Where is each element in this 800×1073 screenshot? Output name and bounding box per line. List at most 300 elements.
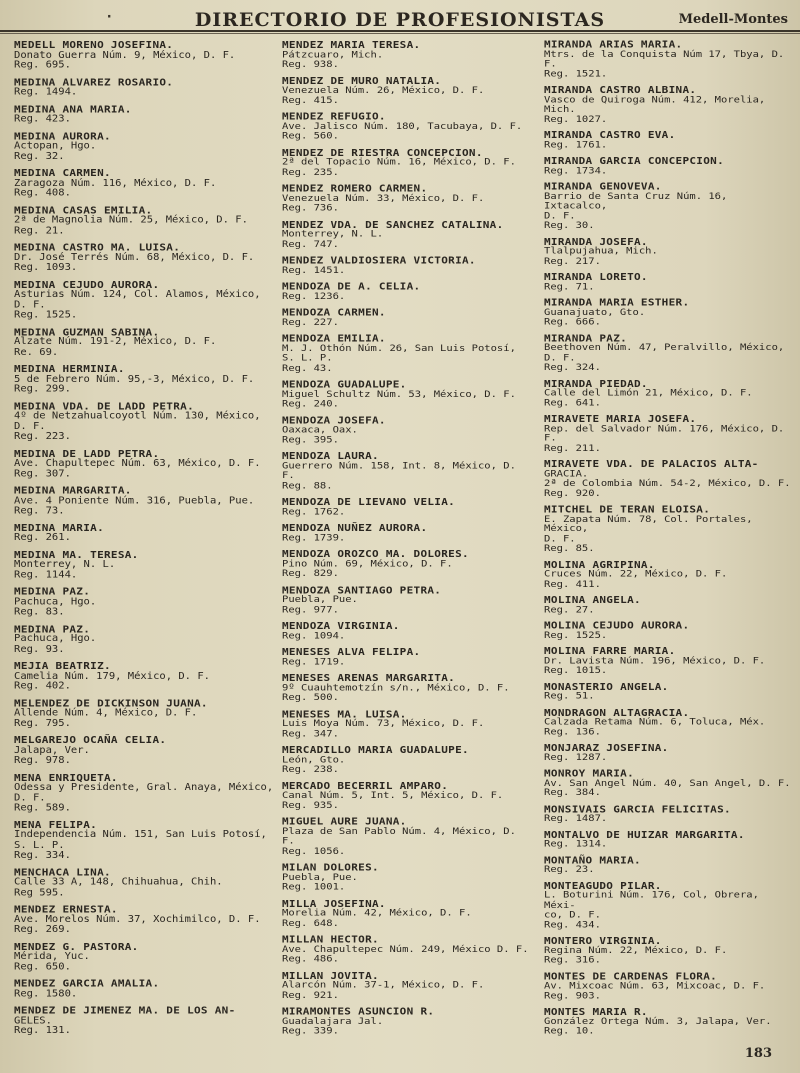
- entry-address: Jalapa, Ver.: [14, 744, 90, 756]
- directory-entry: [14, 820, 276, 861]
- entry-name: MOLINA AGRIPINA.: [544, 558, 655, 571]
- entry-address: 2ª del Topacio Núm. 16, México, D. F.: [282, 156, 516, 168]
- directory-entry: [14, 661, 276, 692]
- entry-name: MONTAÑO MARIA.: [544, 854, 641, 866]
- entry-name: MENDOZA GUADALUPE.: [282, 378, 407, 390]
- entry-registration: Reg. 695.: [14, 59, 71, 71]
- entry-registration: Reg. 560.: [282, 130, 339, 142]
- entry-registration: Reg. 238.: [282, 764, 339, 775]
- entry-address: Donato Guerra Núm. 9, México, D. F.: [14, 49, 236, 61]
- entry-name: MENDEZ GARCIA AMALIA.: [14, 977, 160, 990]
- entry-address: Plaza de San Pablo Núm. 4, México, D. F.: [282, 825, 523, 847]
- entry-address: Venezuela Núm. 33, México, D. F.: [282, 192, 485, 204]
- entry-registration: Reg. 648.: [282, 917, 339, 929]
- entry-name: MIRANDA ARIAS MARIA.: [544, 39, 683, 51]
- entry-name: MENESES ARENAS MARGARITA.: [282, 672, 456, 684]
- entry-address: Monterrey, N. L.: [14, 558, 116, 570]
- entry-address: Independencia Núm. 151, San Luis Potosí,: [14, 829, 267, 840]
- directory-entry: [282, 647, 534, 667]
- column-1: [14, 40, 276, 1043]
- entry-address: Luis Moya Núm. 73, México, D. F.: [282, 718, 485, 729]
- directory-entry: [282, 523, 534, 543]
- directory-entry: [14, 131, 276, 162]
- entry-registration: Reg. 347.: [282, 728, 339, 739]
- entry-name: MONTERO VIRGINIA.: [544, 935, 662, 947]
- entry-name: MIRANDA CASTRO EVA.: [544, 129, 676, 141]
- entry-name: MENDEZ G. PASTORA.: [14, 940, 139, 953]
- directory-entry: [544, 333, 794, 372]
- entry-registration: Reg. 935.: [282, 800, 339, 811]
- entry-registration: Reg. 500.: [282, 692, 339, 703]
- entry-name: MENDOZA JOSEFA.: [282, 414, 386, 426]
- entry-address: Pachuca, Hgo.: [14, 633, 97, 644]
- entry-registration: Reg. 1487.: [544, 813, 608, 824]
- entry-name: MENA FELIPA.: [14, 818, 98, 831]
- entry-address: Mérida, Yuc.: [14, 950, 90, 962]
- entry-address: M. J. Othón Núm. 26, San Luis Potosí,: [282, 342, 516, 354]
- entry-registration: Reg. 1015.: [544, 665, 608, 676]
- entry-name: MIRAMONTES ASUNCION R.: [282, 1005, 435, 1017]
- entry-address: GELES.: [14, 1014, 52, 1026]
- directory-entry: [14, 205, 276, 236]
- entry-name: MEDINA DE LADD PETRA.: [14, 447, 160, 460]
- directory-entry: [282, 899, 534, 929]
- entry-registration: Reg. 1093.: [14, 261, 78, 273]
- entry-name: MONTES MARIA R.: [544, 1006, 648, 1018]
- entry-address: Mtrs. de la Conquista Núm 17, Tbya, D. F.: [544, 48, 791, 70]
- entry-name: MEDINA CEJUDO AURORA.: [14, 278, 160, 291]
- entry-registration: Reg. 415.: [282, 94, 339, 106]
- entry-name: MEDINA PAZ.: [14, 622, 91, 635]
- entry-name: MIRANDA GENOVEVA.: [544, 180, 662, 193]
- directory-entry: [14, 401, 276, 442]
- directory-entry: [544, 743, 794, 763]
- directory-entry: [14, 77, 276, 98]
- entry-name: MENCHACA LINA.: [14, 866, 111, 878]
- entry-registration: Reg. 27.: [544, 604, 595, 615]
- entry-address: Zaragoza Núm. 116, México, D. F.: [14, 177, 217, 189]
- entry-address: Vasco de Quiroga Núm. 412, Morelia, Mich.: [544, 94, 772, 115]
- entry-registration: Reg. 1739.: [282, 532, 346, 543]
- entry-address: Calle 33 A, 148, Chihuahua, Chih.: [14, 876, 223, 888]
- entry-registration: Reg. 83.: [14, 606, 65, 618]
- entry-address: Morelia Núm. 42, México, D. F.: [282, 907, 472, 919]
- entry-address: Alarcón Núm. 37-1, México, D. F.: [282, 979, 485, 991]
- entry-address: Pachuca, Hgo.: [14, 596, 97, 607]
- directory-entry: [282, 451, 534, 491]
- entry-address: Dr. José Terrés Núm. 68, México, D. F.: [14, 251, 255, 263]
- entry-registration: Re. 69.: [14, 346, 59, 358]
- entry-registration: Reg. 1521.: [544, 68, 608, 79]
- entry-address: Ave. Chapultepec Núm. 63, México, D. F.: [14, 457, 261, 469]
- header-ornament-left: ·: [105, 9, 114, 25]
- entry-name: MONDRAGON ALTAGRACIA.: [544, 706, 690, 718]
- entry-address: Guadalajara Jal.: [282, 1015, 384, 1027]
- entry-registration: Reg. 71.: [544, 281, 595, 292]
- directory-entry: [14, 486, 276, 517]
- directory-entry: [544, 1007, 794, 1036]
- entry-name: MITCHEL DE TERAN ELOISA.: [544, 503, 711, 515]
- entry-name: MIRANDA PAZ.: [544, 332, 628, 344]
- entry-name: MONJARAZ JOSEFINA.: [544, 742, 669, 754]
- directory-entry: [282, 971, 534, 1001]
- directory-entry: [282, 781, 534, 811]
- directory-entry: [544, 595, 794, 615]
- entry-registration: Reg. 408.: [14, 187, 71, 199]
- entry-registration: Reg. 136.: [544, 726, 601, 737]
- entry-name: MIRANDA CASTRO ALBINA.: [544, 84, 697, 96]
- entry-registration: Reg. 747.: [282, 238, 339, 250]
- entry-name: MENDOZA VIRGINIA.: [282, 620, 400, 632]
- entry-registration: Reg. 434.: [544, 919, 601, 930]
- entry-name: MIRANDA PIEDAD.: [544, 377, 648, 389]
- directory-entry: [544, 560, 794, 589]
- directory-entry: [282, 709, 534, 739]
- directory-entry: [14, 904, 276, 935]
- entry-registration: Reg. 334.: [14, 849, 71, 861]
- entry-name: MELENDEZ DE DICKINSON JUANA.: [14, 697, 208, 709]
- directory-entry: [282, 497, 534, 517]
- directory-entry: [544, 830, 794, 850]
- entry-registration: Reg. 1001.: [282, 881, 346, 893]
- directory-entry: [544, 131, 794, 151]
- entry-address: D. F.: [544, 210, 576, 221]
- entry-name: MERCADO BECERRIL AMPARO.: [282, 780, 449, 792]
- directory-entry: [282, 334, 534, 374]
- entry-address: Beethoven Núm. 47, Peralvillo, México,: [544, 342, 785, 353]
- entry-address: González Ortega Núm. 3, Jalapa, Ver.: [544, 1016, 772, 1027]
- directory-entry: [544, 182, 794, 231]
- entry-registration: Reg. 1580.: [14, 987, 78, 999]
- directory-entry: [14, 587, 276, 618]
- directory-entry: [14, 242, 276, 273]
- entry-address: E. Zapata Núm. 78, Col. Portales, México,: [544, 513, 759, 534]
- directory-entry: [14, 168, 276, 199]
- entry-registration: Reg. 211.: [544, 442, 601, 454]
- entry-address: Actopan, Hgo.: [14, 140, 97, 151]
- entry-registration: Reg. 666.: [544, 316, 601, 328]
- entry-name: MELGAREJO OCAÑA CELIA.: [14, 734, 167, 746]
- running-head: Medell-Montes: [678, 12, 788, 27]
- entry-registration: Reg. 235.: [282, 166, 339, 178]
- directory-entry: [282, 308, 534, 328]
- directory-entry: [544, 237, 794, 266]
- entry-address: León, Gto.: [282, 754, 346, 765]
- directory-entry: [544, 621, 794, 641]
- entry-registration: Reg. 43.: [282, 362, 333, 374]
- entry-address: L. Boturini Núm. 176, Col, Obrera, Méxi-: [544, 890, 766, 911]
- entry-registration: Reg. 395.: [282, 434, 339, 445]
- entry-address: D. F.: [14, 791, 46, 803]
- entry-name: MEDINA CASAS EMILIA.: [14, 204, 153, 216]
- entry-registration: Reg. 10.: [544, 1025, 595, 1037]
- directory-entry: [14, 735, 276, 766]
- entry-registration: Reg. 85.: [544, 543, 595, 554]
- directory-entry: [282, 935, 534, 965]
- entry-address: Ave. Jalisco Núm. 180, Tacubaya, D. F.: [282, 120, 523, 132]
- directory-entry: [14, 40, 276, 71]
- directory-entry: [14, 448, 276, 479]
- entry-registration: Reg. 1236.: [282, 290, 346, 302]
- directory-entry: [282, 621, 534, 641]
- entry-registration: Reg. 1027.: [544, 113, 608, 125]
- directory-entry: [282, 112, 534, 142]
- page-title: DIRECTORIO DE PROFESIONISTAS: [194, 9, 606, 31]
- entry-name: MENA ENRIQUETA.: [14, 771, 118, 784]
- entry-registration: Reg. 1451.: [282, 264, 346, 276]
- directory-entry: [14, 941, 276, 972]
- directory-entry: [282, 863, 534, 893]
- entry-address: Pátzcuaro, Mich.: [282, 49, 384, 60]
- entry-address: 9º Cuauhtemotzín s/n., México, D. F.: [282, 682, 510, 693]
- entry-address: D. F.: [544, 352, 576, 363]
- entry-name: MENDOZA LAURA.: [282, 450, 379, 462]
- entry-registration: Reg. 240.: [282, 398, 339, 409]
- entry-name: MONASTERIO ANGELA.: [544, 681, 669, 693]
- directory-entry: [282, 1007, 534, 1037]
- entry-registration: Reg. 1525.: [544, 629, 608, 641]
- entry-name: MEDINA ANA MARIA.: [14, 103, 132, 115]
- entry-registration: Reg. 227.: [282, 316, 339, 328]
- directory-entry: [282, 380, 534, 410]
- entry-address: Guerrero Núm. 158, Int. 8, México, D. F.: [282, 460, 523, 481]
- directory-entry: [14, 624, 276, 655]
- entry-name: MONSIVAIS GARCIA FELICITAS.: [544, 803, 731, 815]
- directory-entry: [544, 40, 794, 79]
- entry-name: MEDINA HERMINIA.: [14, 362, 125, 375]
- directory-entry: [282, 256, 534, 276]
- directory-entry: [544, 682, 794, 702]
- directory-entry: [282, 673, 534, 703]
- directory-entry: [14, 1005, 276, 1036]
- entry-address: 5 de Febrero Núm. 95,-3, México, D. F.: [14, 373, 255, 385]
- entry-registration: Reg. 921.: [282, 989, 339, 1001]
- entry-registration: Reg. 339.: [282, 1025, 339, 1037]
- entry-registration: Reg. 1056.: [282, 845, 346, 857]
- entry-name: MENDOZA DE LIEVANO VELIA.: [282, 496, 456, 508]
- directory-entry: [282, 148, 534, 178]
- entry-name: MIRANDA MARIA ESTHER.: [544, 297, 690, 309]
- directory-entry: [14, 550, 276, 581]
- entry-registration: Reg. 307.: [14, 468, 71, 479]
- entry-registration: Reg. 217.: [544, 255, 601, 266]
- entry-registration: Reg. 1144.: [14, 569, 78, 580]
- entry-registration: Reg. 978.: [14, 754, 71, 766]
- entry-registration: Reg. 829.: [282, 568, 339, 579]
- entry-registration: Reg. 30.: [544, 220, 595, 231]
- entry-address: 4º de Netzahualcoyotl Núm. 130, México,: [14, 410, 261, 422]
- directory-entry: [282, 282, 534, 302]
- entry-name: MEDINA GUZMAN SABINA.: [14, 325, 160, 338]
- entry-registration: Reg. 324.: [544, 362, 601, 373]
- entry-address: Canal Núm. 5, Int. 5, México, D. F.: [282, 790, 504, 801]
- entry-registration: Reg. 903.: [544, 990, 601, 1001]
- entry-address: Oaxaca, Oax.: [282, 424, 358, 435]
- directory-entry: [544, 972, 794, 1001]
- entry-name: MIRAVETE VDA. DE PALACIOS ALTA-: [544, 458, 759, 470]
- entry-name: MENDOZA DE A. CELIA.: [282, 280, 421, 293]
- entry-name: MENDEZ VALDIOSIERA VICTORIA.: [282, 254, 476, 267]
- entry-address: 2ª de Magnolia Núm. 25, México, D. F.: [14, 214, 248, 226]
- directory-entry: [282, 220, 534, 250]
- entry-name: MENDEZ DE JIMENEZ MA. DE LOS AN-: [14, 1004, 236, 1017]
- entry-name: MEDINA MARIA.: [14, 521, 104, 534]
- entry-registration: Regina Núm. 22, México, D. F.: [544, 945, 728, 956]
- entry-address: Av. Mixcoac Núm. 63, Mixcoac, D. F.: [544, 980, 766, 991]
- entry-name: MENDEZ DE RIESTRA CONCEPCION.: [282, 146, 483, 159]
- entry-registration: Reg. 1094.: [282, 630, 346, 641]
- entry-name: MEDINA PAZ.: [14, 585, 91, 598]
- directory-entry: [544, 298, 794, 327]
- entry-registration: Reg. 32.: [14, 150, 65, 162]
- entry-name: MEDINA AURORA.: [14, 129, 111, 142]
- entry-name: MENDEZ DE MURO NATALIA.: [282, 75, 442, 87]
- entry-name: MENDOZA EMILIA.: [282, 332, 386, 345]
- column-2: [282, 40, 534, 1043]
- entry-registration: Reg. 21.: [14, 224, 65, 236]
- entry-registration: Reg. 1287.: [544, 752, 608, 763]
- entry-address: S. L. P.: [14, 839, 65, 851]
- entry-registration: Reg. 589.: [14, 802, 71, 814]
- entry-registration: Reg 595.: [14, 886, 65, 898]
- directory-entry: [282, 415, 534, 445]
- entry-name: MONTES DE CARDENAS FLORA.: [544, 970, 718, 982]
- entry-address: D. F.: [14, 420, 46, 432]
- entry-registration: Reg. 920.: [544, 488, 601, 499]
- entry-address: Cruces Núm. 22, México, D. F.: [544, 568, 728, 580]
- entry-registration: Rep. del Salvador Núm. 176, México, D. F.: [544, 423, 791, 444]
- entry-name: MENDEZ ERNESTA.: [14, 903, 118, 916]
- entry-registration: Reg. 223.: [14, 430, 71, 442]
- entry-registration: Reg. 23.: [544, 864, 595, 875]
- entry-address: Ave. Chapultepec Núm. 249, México D. F.: [282, 943, 529, 955]
- directory-entry: [282, 40, 534, 70]
- directory-entry: [14, 327, 276, 358]
- directory-entry: [282, 184, 534, 214]
- entry-registration: Reg. 423.: [14, 113, 71, 125]
- entry-registration: Reg. 269.: [14, 923, 71, 935]
- entry-name: MENESES MA. LUISA.: [282, 708, 407, 720]
- directory-entry: [544, 272, 794, 292]
- entry-address: Monterrey, N. L.: [282, 228, 384, 240]
- entry-registration: Reg. 486.: [282, 953, 339, 965]
- entry-address: Guanajuato, Gto.: [544, 306, 646, 318]
- entry-name: MIRANDA LORETO.: [544, 271, 648, 283]
- entry-name: MENDEZ MARIA TERESA.: [282, 39, 421, 51]
- entry-registration: Reg. 1761.: [544, 139, 608, 150]
- entry-address: co, D. F.: [544, 909, 601, 920]
- directory-entry: [544, 881, 794, 930]
- directory-entry: [14, 364, 276, 395]
- entry-name: MENDOZA NUÑEZ AURORA.: [282, 522, 428, 534]
- entry-address: D. F.: [544, 533, 576, 544]
- entry-registration: Reg. 73.: [14, 505, 65, 516]
- directory-entry: [544, 459, 794, 498]
- directory-entry: [544, 855, 794, 875]
- entry-address: Allende Núm. 4, México, D. F.: [14, 707, 198, 719]
- entry-address: Puebla, Pue.: [282, 871, 358, 883]
- entry-address: Venezuela Núm. 26, México, D. F.: [282, 85, 485, 96]
- entry-name: MILAN DOLORES.: [282, 861, 379, 874]
- directory-entry: [544, 156, 794, 176]
- entry-address: Ave. Morelos Núm. 37, Xochimilco, D. F.: [14, 913, 261, 925]
- entry-address: D. F.: [14, 299, 46, 310]
- entry-registration: Reg. 384.: [544, 787, 601, 798]
- directory-entry: [282, 549, 534, 579]
- entry-name: MONROY MARIA.: [544, 767, 634, 779]
- directory-entry: [14, 523, 276, 544]
- entry-registration: Reg. 411.: [544, 578, 601, 589]
- directory-entry: [14, 698, 276, 729]
- directory-entry: [544, 647, 794, 676]
- entry-address: Barrio de Santa Cruz Núm. 16, Ixtacalco,: [544, 190, 734, 211]
- entry-address: Tlalpujahua, Mich.: [544, 245, 658, 257]
- entry-registration: Reg. 131.: [14, 1025, 71, 1036]
- entry-name: MONTALVO DE HUIZAR MARGARITA.: [544, 828, 745, 841]
- directory-entry: [544, 85, 794, 124]
- entry-registration: Reg. 977.: [282, 604, 339, 615]
- entry-name: MIRANDA GARCIA CONCEPCION.: [544, 155, 724, 167]
- entry-registration: Reg. 93.: [14, 643, 65, 655]
- entry-registration: Reg. 299.: [14, 383, 71, 395]
- entry-name: MENDOZA CARMEN.: [282, 306, 386, 319]
- directory-entry: [544, 505, 794, 554]
- entry-address: GRACIA.: [544, 468, 589, 479]
- entry-registration: Reg. 402.: [14, 680, 71, 692]
- directory-entry: [14, 279, 276, 320]
- entry-registration: Reg. 795.: [14, 717, 71, 729]
- entry-address: Miguel Schultz Núm. 53, México, D. F.: [282, 388, 516, 399]
- header-rule: [0, 33, 800, 34]
- entry-address: Calle del Limón 21, México, D. F.: [544, 387, 753, 398]
- entry-registration: Reg. 316.: [544, 954, 601, 966]
- entry-address: Alzate Núm. 191-2, México, D. F.: [14, 336, 217, 347]
- directory-entry: [14, 772, 276, 813]
- entry-registration: Reg. 1719.: [282, 656, 346, 667]
- directory-entry: [282, 745, 534, 775]
- page-number: 183: [744, 1046, 772, 1061]
- directory-entry: [282, 585, 534, 615]
- entry-registration: Reg. 1734.: [544, 165, 608, 176]
- entry-name: MILLAN HECTOR.: [282, 933, 379, 946]
- entry-registration: Reg. 88.: [282, 480, 333, 491]
- entry-name: MILLA JOSEFINA.: [282, 897, 386, 910]
- entry-registration: Reg. 641.: [544, 397, 601, 408]
- entry-name: MEDINA MA. TERESA.: [14, 548, 139, 561]
- entry-name: MEDINA VDA. DE LADD PETRA.: [14, 400, 194, 412]
- entry-address: 2ª de Colombia Núm. 54-2, México, D. F.: [544, 478, 791, 489]
- entry-registration: Reg. 51.: [544, 690, 595, 702]
- entry-address: Asturias Núm. 124, Col. Alamos, México,: [14, 288, 261, 300]
- entry-address: Av. San Angel Núm. 40, San Angel, D. F.: [544, 777, 791, 788]
- entry-address: Pino Núm. 69, México, D. F.: [282, 558, 453, 569]
- entry-name: MEDINA ALVAREZ ROSARIO.: [14, 76, 174, 88]
- entry-address: Odessa y Presidente, Gral. Anaya, México,: [14, 781, 274, 793]
- directory-entry: [544, 708, 794, 737]
- entry-registration: Reg. 1762.: [282, 506, 346, 517]
- entry-address: Ave. 4 Poniente Núm. 316, Puebla, Pue.: [14, 494, 255, 506]
- directory-entry: [544, 936, 794, 965]
- directory-entry: [544, 804, 794, 824]
- directory-entry: [282, 817, 534, 857]
- entry-name: MIRAVETE MARIA JOSEFA.: [544, 413, 697, 425]
- entry-address: Puebla, Pue.: [282, 594, 358, 605]
- directory-entry: [14, 104, 276, 125]
- entry-name: MENDEZ VDA. DE SANCHEZ CATALINA.: [282, 218, 504, 231]
- entry-name: MOLINA CEJUDO AURORA.: [544, 620, 690, 632]
- entry-registration: Reg. 736.: [282, 202, 339, 214]
- entry-name: MENESES ALVA FELIPA.: [282, 646, 421, 658]
